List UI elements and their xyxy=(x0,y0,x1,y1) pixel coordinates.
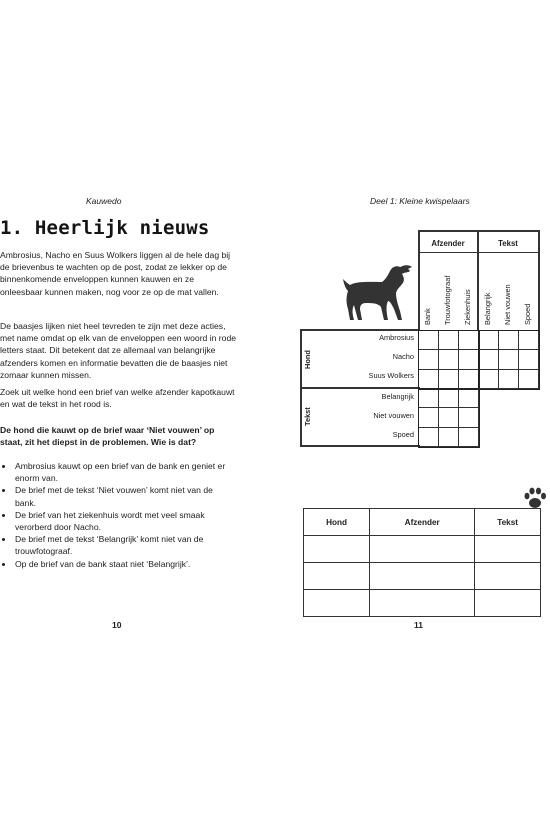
page-number-right: 11 xyxy=(414,620,423,630)
column-group-label: Tekst xyxy=(498,239,518,248)
running-header-right: Deel 1: Kleine kwispelaars xyxy=(370,196,470,206)
grid-divider xyxy=(300,445,420,447)
answer-table xyxy=(303,508,541,617)
answer-cell[interactable] xyxy=(370,563,475,590)
answer-cell[interactable] xyxy=(475,563,541,590)
answer-header: Hond xyxy=(304,509,370,536)
intro-text-2 xyxy=(0,320,236,381)
column-label: Niet vouwen xyxy=(503,284,512,325)
row-label: Belangrijk xyxy=(381,392,414,401)
answer-header: Afzender xyxy=(370,509,475,536)
row-group-label: Hond xyxy=(303,350,312,369)
clue-item: • De brief met de tekst ‘Belangrijk’ komt niet van de trouwfotograaf. xyxy=(14,533,236,557)
grid-divider xyxy=(300,329,302,446)
paragraph-3: Zoek uit welke hond een brief van welke afzender kapotkauwt en wat de tekst in het rood is. xyxy=(0,387,235,410)
column-label: Ziekenhuis xyxy=(463,289,472,325)
answer-cell[interactable] xyxy=(370,536,475,563)
clue-item: • De brief van het ziekenhuis wordt met veel smaak verorberd door Nacho. xyxy=(14,509,236,533)
puzzle-title: 1. Heerlijk nieuws xyxy=(0,217,210,239)
row-label: Suus Wolkers xyxy=(368,371,414,380)
column-label: Trouwfotograaf xyxy=(443,275,452,325)
grid-divider xyxy=(418,230,540,232)
answer-cell[interactable] xyxy=(475,590,541,617)
logic-grid xyxy=(300,230,540,446)
clue-item: • Ambrosius kauwt op een brief van de bank en geniet er enorm van. xyxy=(14,460,236,484)
grid-block-border xyxy=(478,330,540,390)
answer-row xyxy=(304,563,541,590)
grid-divider xyxy=(418,252,540,253)
column-label: Bank xyxy=(423,308,432,325)
row-group-label: Tekst xyxy=(303,407,312,426)
row-label: Niet vouwen xyxy=(373,411,414,420)
column-label: Spoed xyxy=(523,303,532,325)
clue-item: • De brief met de tekst ‘Niet vouwen’ komt niet van de bank. xyxy=(14,484,236,508)
clue-item: • Op de brief van de bank staat niet ‘Belangrijk’. xyxy=(14,558,236,570)
running-header-left: Kauwedo xyxy=(86,196,122,206)
answer-cell[interactable] xyxy=(370,590,475,617)
paragraph-1: Ambrosius, Nacho en Suus Wolkers liggen al de hele dag bij de brievenbus te wachten op de post, zodat ze lekker op de binnenkomende enveloppen kunnen kauwen en ze onleesbaar kunnen maken, nog voor ze op de mat vallen. xyxy=(0,250,231,297)
intro-text-3 xyxy=(0,386,236,410)
puzzle-question xyxy=(0,424,236,448)
row-label: Spoed xyxy=(392,430,414,439)
paragraph-2: De baasjes lijken niet heel tevreden te zijn met deze acties, met name omdat op elk van de enveloppen een woord in rode letters staat. Dit betekent dat ze allemaal van belangrijke afzenders komen en informatie bevatten die de baasjes niet zomaar kunnen missen. xyxy=(0,321,237,380)
column-group-label: Afzender xyxy=(431,239,465,248)
grid-block-border xyxy=(418,330,480,390)
grid-divider xyxy=(538,230,540,330)
answer-row xyxy=(304,536,541,563)
answer-row xyxy=(304,590,541,617)
question-text: De hond die kauwt op de brief waar ‘Niet vouwen’ op staat, zit het diepst in de problemen. Wie is dat? xyxy=(0,425,215,448)
answer-cell[interactable] xyxy=(475,536,541,563)
column-label: Belangrijk xyxy=(483,292,492,325)
answer-cell[interactable] xyxy=(304,563,370,590)
answer-cell[interactable] xyxy=(304,590,370,617)
page-number-left: 10 xyxy=(112,620,122,630)
row-label: Ambrosius xyxy=(379,333,414,342)
answer-header: Tekst xyxy=(475,509,541,536)
grid-divider xyxy=(300,329,420,331)
intro-text xyxy=(0,249,236,298)
grid-block-border xyxy=(418,388,480,448)
row-label: Nacho xyxy=(392,352,414,361)
clue-list xyxy=(0,460,236,570)
grid-divider xyxy=(300,387,420,389)
answer-cell[interactable] xyxy=(304,536,370,563)
